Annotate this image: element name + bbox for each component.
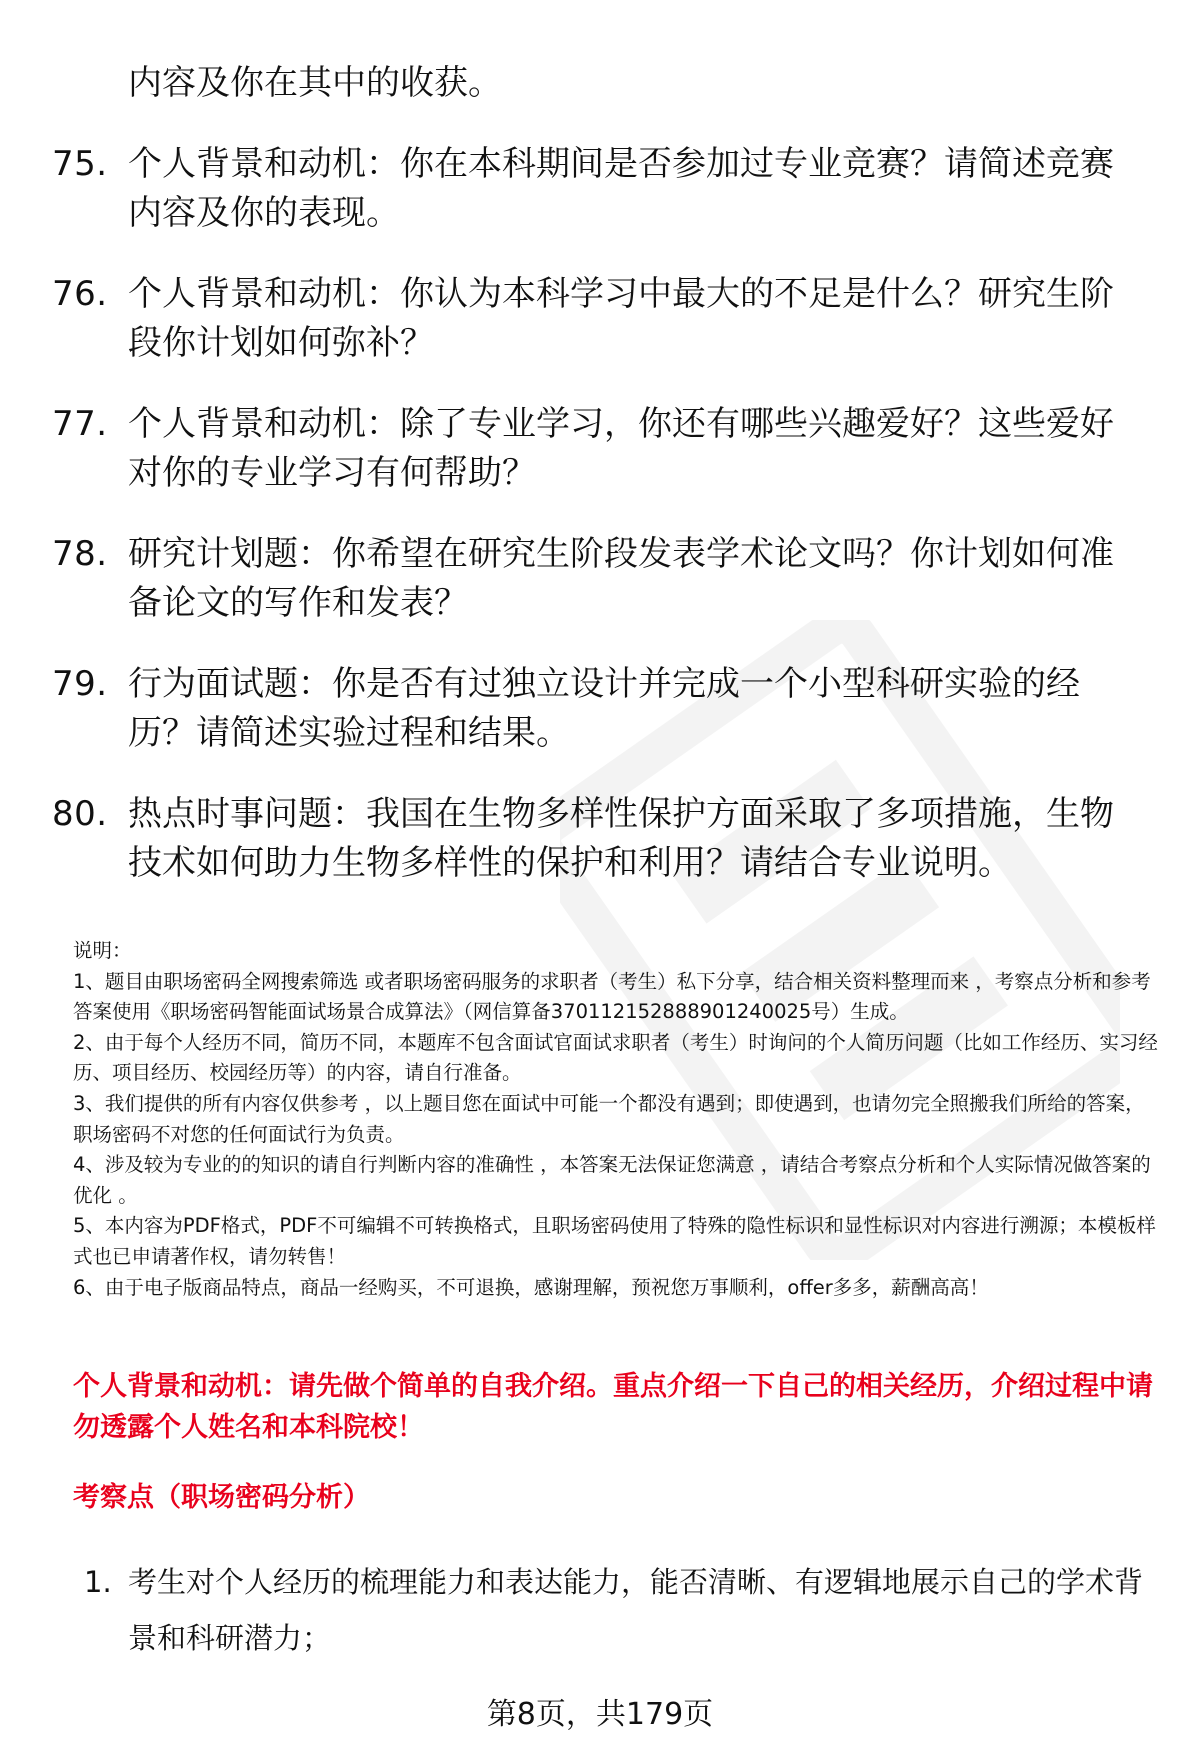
analysis-point (84, 1554, 1164, 1666)
question-item (52, 270, 1152, 368)
question-number: 77. (52, 404, 108, 444)
notes-heading: 说明： (73, 939, 132, 962)
question-74-continuation: 内容及你在其中的收获。 (128, 63, 502, 103)
question-item (52, 790, 1152, 888)
note-item: 6、由于电子版商品特点，商品一经购买，不可退换，感谢理解，预祝您万事顺利，offer多多，薪酬高高！ (73, 1275, 989, 1299)
question-item (52, 530, 1152, 628)
page-footer: 第8页，共179页 (486, 1697, 714, 1732)
question-text: 行为面试题：你是否有过独立设计并完成一个小型科研实验的经历？请简述实验过程和结果。 (128, 664, 1080, 753)
question-item (52, 660, 1152, 758)
question-number: 80. (52, 794, 108, 834)
question-number: 78. (52, 534, 108, 574)
question-item (52, 400, 1152, 498)
question-text: 研究计划题：你希望在研究生阶段发表学术论文吗？你计划如何准备论文的写作和发表？ (128, 534, 1114, 623)
question-number: 75. (52, 144, 108, 184)
analysis-heading: 考察点（职场密码分析） (73, 1482, 370, 1513)
question-text: 个人背景和动机：除了专业学习，你还有哪些兴趣爱好？这些爱好对你的专业学习有何帮助？ (128, 404, 1114, 493)
question-text: 热点时事问题：我国在生物多样性保护方面采取了多项措施，生物技术如何助力生物多样性的保护和利用？请结合专业说明。 (128, 794, 1114, 883)
analysis-point-number: 1. (84, 1565, 112, 1599)
analysis-point-text: 考生对个人经历的梳理能力和表达能力，能否清晰、有逻辑地展示自己的学术背景和科研潜力； (128, 1565, 1144, 1655)
note-item: 2、由于每个人经历不同，简历不同，本题库不包含面试官面试求职者（考生）时询问的个人简历问题（比如工作经历、实习经历、项目经历、校园经历等）的内容，请自行准备。 (73, 1030, 1158, 1085)
question-text: 个人背景和动机：你在本科期间是否参加过专业竞赛？请简述竞赛内容及你的表现。 (128, 144, 1114, 233)
disclaimer-notes (73, 936, 1158, 1303)
question-list (52, 140, 1152, 920)
question-item (52, 140, 1152, 238)
note-item: 5、本内容为PDF格式，PDF不可编辑不可转换格式，且职场密码使用了特殊的隐性标识和显性标识对内容进行溯源；本模板样式也已申请著作权，请勿转售！ (73, 1214, 1156, 1268)
note-item: 1、题目由职场密码全网搜索筛选 或者职场密码服务的求职者（考生）私下分享，结合相关资料整理而来 ，考察点分析和参考答案使用《职场密码智能面试场景合成算法》（网信算备370112152888901240025号）生成。 (73, 969, 1151, 1024)
question-number: 76. (52, 274, 108, 314)
note-item: 3、我们提供的所有内容仅供参考 ，以上题目您在面试中可能一个都没有遇到；即使遇到，也请勿完全照搬我们所给的答案，职场密码不对您的任何面试行为负责。 (73, 1091, 1145, 1146)
question-number: 79. (52, 664, 108, 704)
note-item: 4、涉及较为专业的的知识的请自行判断内容的准确性 ，本答案无法保证您满意 ，请结合考察点分析和个人实际情况做答案的优化 。 (73, 1153, 1151, 1207)
featured-question: 个人背景和动机：请先做个简单的自我介绍。重点介绍一下自己的相关经历，介绍过程中请勿透露个人姓名和本科院校！ (73, 1371, 1153, 1443)
question-text: 个人背景和动机：你认为本科学习中最大的不足是什么？研究生阶段你计划如何弥补？ (128, 274, 1114, 363)
